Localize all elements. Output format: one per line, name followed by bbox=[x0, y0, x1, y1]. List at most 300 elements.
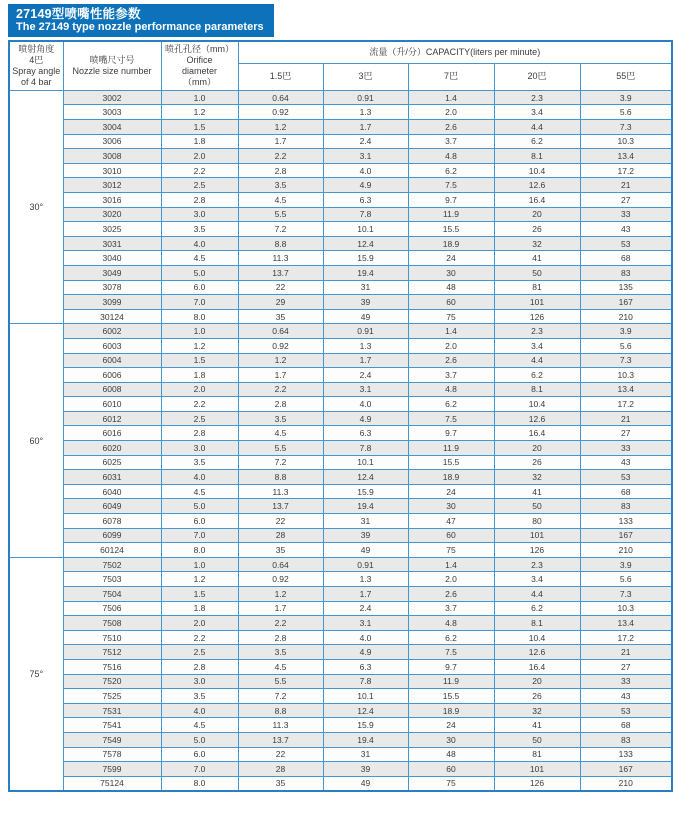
capacity-3bar-cell: 2.4 bbox=[323, 368, 408, 383]
orifice-diameter-cell: 4.5 bbox=[161, 484, 238, 499]
page-banner bbox=[8, 4, 274, 37]
capacity-1-5bar-cell: 35 bbox=[238, 309, 323, 324]
capacity-7bar-cell: 60 bbox=[408, 762, 494, 777]
capacity-3bar-cell: 39 bbox=[323, 528, 408, 543]
table-row bbox=[9, 265, 672, 280]
table-row bbox=[9, 90, 672, 105]
capacity-7bar-cell: 15.5 bbox=[408, 222, 494, 237]
orifice-diameter-cell: 1.0 bbox=[161, 324, 238, 339]
orifice-diameter-cell: 2.5 bbox=[161, 178, 238, 193]
capacity-7bar-cell: 1.4 bbox=[408, 557, 494, 572]
orifice-diameter-cell: 1.2 bbox=[161, 572, 238, 587]
capacity-1-5bar-cell: 22 bbox=[238, 514, 323, 529]
capacity-20bar-cell: 12.6 bbox=[494, 645, 580, 660]
capacity-7bar-cell: 24 bbox=[408, 484, 494, 499]
table-row bbox=[9, 703, 672, 718]
capacity-20bar-cell: 81 bbox=[494, 747, 580, 762]
capacity-20bar-cell: 2.3 bbox=[494, 324, 580, 339]
capacity-3bar-cell: 0.91 bbox=[323, 324, 408, 339]
capacity-20bar-cell: 3.4 bbox=[494, 105, 580, 120]
nozzle-size-cell: 6078 bbox=[63, 514, 161, 529]
capacity-1-5bar-cell: 7.2 bbox=[238, 455, 323, 470]
orifice-diameter-cell: 4.5 bbox=[161, 718, 238, 733]
nozzle-size-cell: 7549 bbox=[63, 732, 161, 747]
capacity-1-5bar-cell: 1.7 bbox=[238, 134, 323, 149]
nozzle-size-cell: 6010 bbox=[63, 397, 161, 412]
table-row bbox=[9, 645, 672, 660]
capacity-1-5bar-cell: 4.5 bbox=[238, 192, 323, 207]
capacity-1-5bar-cell: 13.7 bbox=[238, 499, 323, 514]
nozzle-size-cell: 3004 bbox=[63, 120, 161, 135]
capacity-1-5bar-cell: 13.7 bbox=[238, 732, 323, 747]
capacity-3bar-cell: 12.4 bbox=[323, 236, 408, 251]
capacity-1-5bar-cell: 0.92 bbox=[238, 338, 323, 353]
capacity-55bar-cell: 5.6 bbox=[580, 572, 672, 587]
capacity-20bar-cell: 12.6 bbox=[494, 411, 580, 426]
capacity-7bar-cell: 3.7 bbox=[408, 368, 494, 383]
capacity-20bar-cell: 26 bbox=[494, 455, 580, 470]
table-row bbox=[9, 192, 672, 207]
capacity-7bar-cell: 2.0 bbox=[408, 572, 494, 587]
table-row bbox=[9, 470, 672, 485]
nozzle-size-cell: 6008 bbox=[63, 382, 161, 397]
capacity-1-5bar-cell: 1.7 bbox=[238, 601, 323, 616]
capacity-55bar-cell: 33 bbox=[580, 207, 672, 222]
orifice-diameter-cell: 2.2 bbox=[161, 163, 238, 178]
header-nozzle-size-line: 喷嘴尺寸号 bbox=[89, 54, 135, 65]
capacity-7bar-cell: 47 bbox=[408, 514, 494, 529]
table-row bbox=[9, 309, 672, 324]
orifice-diameter-cell: 7.0 bbox=[161, 528, 238, 543]
capacity-55bar-cell: 5.6 bbox=[580, 338, 672, 353]
capacity-1-5bar-cell: 5.5 bbox=[238, 207, 323, 222]
capacity-1-5bar-cell: 8.8 bbox=[238, 236, 323, 251]
capacity-7bar-cell: 6.2 bbox=[408, 163, 494, 178]
capacity-55bar-cell: 27 bbox=[580, 659, 672, 674]
capacity-3bar-cell: 19.4 bbox=[323, 732, 408, 747]
orifice-diameter-cell: 3.0 bbox=[161, 674, 238, 689]
nozzle-size-cell: 3031 bbox=[63, 236, 161, 251]
table-body bbox=[9, 90, 672, 791]
orifice-diameter-cell: 6.0 bbox=[161, 514, 238, 529]
capacity-20bar-cell: 3.4 bbox=[494, 338, 580, 353]
banner-title-en: The 27149 type nozzle performance parameters bbox=[16, 21, 264, 33]
orifice-diameter-cell: 8.0 bbox=[161, 776, 238, 791]
table-row bbox=[9, 149, 672, 164]
table-row bbox=[9, 105, 672, 120]
nozzle-size-cell: 6003 bbox=[63, 338, 161, 353]
table-row bbox=[9, 528, 672, 543]
capacity-55bar-cell: 83 bbox=[580, 499, 672, 514]
nozzle-size-cell: 6040 bbox=[63, 484, 161, 499]
nozzle-size-cell: 3025 bbox=[63, 222, 161, 237]
capacity-3bar-cell: 15.9 bbox=[323, 718, 408, 733]
capacity-20bar-cell: 50 bbox=[494, 265, 580, 280]
table-row bbox=[9, 659, 672, 674]
header-spray-angle-line: 4巴 bbox=[29, 54, 44, 65]
nozzle-size-cell: 6025 bbox=[63, 455, 161, 470]
nozzle-size-cell: 6006 bbox=[63, 368, 161, 383]
capacity-20bar-cell: 101 bbox=[494, 528, 580, 543]
capacity-55bar-cell: 68 bbox=[580, 251, 672, 266]
table-row bbox=[9, 587, 672, 602]
capacity-1-5bar-cell: 35 bbox=[238, 776, 323, 791]
capacity-1-5bar-cell: 3.5 bbox=[238, 411, 323, 426]
orifice-diameter-cell: 3.5 bbox=[161, 222, 238, 237]
nozzle-size-cell: 3002 bbox=[63, 90, 161, 105]
capacity-3bar-cell: 1.7 bbox=[323, 120, 408, 135]
capacity-7bar-cell: 24 bbox=[408, 251, 494, 266]
spray-angle-cell: 75° bbox=[9, 557, 63, 791]
nozzle-size-cell: 7525 bbox=[63, 689, 161, 704]
capacity-1-5bar-cell: 1.7 bbox=[238, 368, 323, 383]
nozzle-size-cell: 6031 bbox=[63, 470, 161, 485]
table-header bbox=[9, 41, 672, 90]
table-row bbox=[9, 441, 672, 456]
table-row bbox=[9, 426, 672, 441]
nozzle-size-cell: 3099 bbox=[63, 295, 161, 310]
header-orifice-line: Orifice bbox=[186, 54, 213, 65]
capacity-1-5bar-cell: 11.3 bbox=[238, 718, 323, 733]
orifice-diameter-cell: 1.5 bbox=[161, 587, 238, 602]
capacity-20bar-cell: 16.4 bbox=[494, 192, 580, 207]
nozzle-size-cell: 7599 bbox=[63, 762, 161, 777]
table-row bbox=[9, 411, 672, 426]
nozzle-size-cell: 7508 bbox=[63, 616, 161, 631]
table-row bbox=[9, 747, 672, 762]
capacity-3bar-cell: 6.3 bbox=[323, 426, 408, 441]
orifice-diameter-cell: 1.8 bbox=[161, 601, 238, 616]
orifice-diameter-cell: 1.2 bbox=[161, 105, 238, 120]
capacity-3bar-cell: 4.9 bbox=[323, 645, 408, 660]
capacity-3bar-cell: 15.9 bbox=[323, 251, 408, 266]
table-row bbox=[9, 776, 672, 791]
capacity-3bar-cell: 1.7 bbox=[323, 353, 408, 368]
table-row bbox=[9, 718, 672, 733]
capacity-1-5bar-cell: 2.8 bbox=[238, 397, 323, 412]
capacity-55bar-cell: 68 bbox=[580, 718, 672, 733]
capacity-3bar-cell: 4.9 bbox=[323, 411, 408, 426]
orifice-diameter-cell: 5.0 bbox=[161, 265, 238, 280]
table-row bbox=[9, 178, 672, 193]
capacity-1-5bar-cell: 35 bbox=[238, 543, 323, 558]
nozzle-size-cell: 6049 bbox=[63, 499, 161, 514]
capacity-1-5bar-cell: 8.8 bbox=[238, 470, 323, 485]
nozzle-size-cell: 6004 bbox=[63, 353, 161, 368]
capacity-55bar-cell: 210 bbox=[580, 309, 672, 324]
nozzle-size-cell: 6002 bbox=[63, 324, 161, 339]
capacity-7bar-cell: 7.5 bbox=[408, 178, 494, 193]
orifice-diameter-cell: 8.0 bbox=[161, 309, 238, 324]
capacity-7bar-cell: 4.8 bbox=[408, 149, 494, 164]
table-row bbox=[9, 324, 672, 339]
capacity-20bar-cell: 16.4 bbox=[494, 426, 580, 441]
capacity-55bar-cell: 13.4 bbox=[580, 382, 672, 397]
orifice-diameter-cell: 1.0 bbox=[161, 557, 238, 572]
table-row bbox=[9, 251, 672, 266]
orifice-diameter-cell: 6.0 bbox=[161, 747, 238, 762]
capacity-20bar-cell: 8.1 bbox=[494, 382, 580, 397]
header-capacity: 流量（升/分）CAPACITY(liters per minute) bbox=[238, 41, 672, 63]
orifice-diameter-cell: 3.5 bbox=[161, 689, 238, 704]
orifice-diameter-cell: 2.8 bbox=[161, 192, 238, 207]
capacity-55bar-cell: 3.9 bbox=[580, 557, 672, 572]
capacity-55bar-cell: 210 bbox=[580, 543, 672, 558]
capacity-3bar-cell: 7.8 bbox=[323, 207, 408, 222]
capacity-7bar-cell: 2.6 bbox=[408, 353, 494, 368]
table-row bbox=[9, 338, 672, 353]
orifice-diameter-cell: 7.0 bbox=[161, 762, 238, 777]
table-row bbox=[9, 543, 672, 558]
capacity-3bar-cell: 1.3 bbox=[323, 105, 408, 120]
capacity-1-5bar-cell: 2.8 bbox=[238, 163, 323, 178]
capacity-1-5bar-cell: 13.7 bbox=[238, 265, 323, 280]
capacity-3bar-cell: 4.0 bbox=[323, 163, 408, 178]
orifice-diameter-cell: 2.8 bbox=[161, 659, 238, 674]
banner-title-zh: 27149型喷嘴性能参数 bbox=[16, 7, 141, 21]
capacity-3bar-cell: 12.4 bbox=[323, 703, 408, 718]
orifice-diameter-cell: 2.5 bbox=[161, 411, 238, 426]
nozzle-size-cell: 6099 bbox=[63, 528, 161, 543]
capacity-55bar-cell: 33 bbox=[580, 674, 672, 689]
table-row bbox=[9, 222, 672, 237]
capacity-1-5bar-cell: 0.64 bbox=[238, 557, 323, 572]
capacity-55bar-cell: 135 bbox=[580, 280, 672, 295]
table-row bbox=[9, 484, 672, 499]
nozzle-size-cell: 7512 bbox=[63, 645, 161, 660]
capacity-55bar-cell: 53 bbox=[580, 236, 672, 251]
table-row bbox=[9, 455, 672, 470]
capacity-55bar-cell: 133 bbox=[580, 747, 672, 762]
capacity-20bar-cell: 10.4 bbox=[494, 630, 580, 645]
capacity-55bar-cell: 3.9 bbox=[580, 90, 672, 105]
capacity-3bar-cell: 19.4 bbox=[323, 499, 408, 514]
capacity-20bar-cell: 8.1 bbox=[494, 616, 580, 631]
nozzle-size-cell: 7541 bbox=[63, 718, 161, 733]
table-row bbox=[9, 762, 672, 777]
header-orifice-line: diameter bbox=[181, 66, 217, 77]
orifice-diameter-cell: 4.0 bbox=[161, 236, 238, 251]
orifice-diameter-cell: 1.5 bbox=[161, 353, 238, 368]
capacity-1-5bar-cell: 5.5 bbox=[238, 674, 323, 689]
capacity-20bar-cell: 6.2 bbox=[494, 368, 580, 383]
capacity-20bar-cell: 20 bbox=[494, 441, 580, 456]
capacity-20bar-cell: 101 bbox=[494, 295, 580, 310]
capacity-1-5bar-cell: 4.5 bbox=[238, 659, 323, 674]
table-row bbox=[9, 353, 672, 368]
capacity-1-5bar-cell: 7.2 bbox=[238, 689, 323, 704]
capacity-3bar-cell: 0.91 bbox=[323, 90, 408, 105]
capacity-3bar-cell: 49 bbox=[323, 543, 408, 558]
orifice-diameter-cell: 1.2 bbox=[161, 338, 238, 353]
nozzle-size-cell: 3049 bbox=[63, 265, 161, 280]
header-orifice-line: 喷孔孔径（mm） bbox=[165, 43, 234, 54]
capacity-20bar-cell: 8.1 bbox=[494, 149, 580, 164]
nozzle-size-cell: 7578 bbox=[63, 747, 161, 762]
capacity-55bar-cell: 10.3 bbox=[580, 368, 672, 383]
capacity-20bar-cell: 32 bbox=[494, 470, 580, 485]
capacity-20bar-cell: 41 bbox=[494, 251, 580, 266]
orifice-diameter-cell: 4.0 bbox=[161, 703, 238, 718]
capacity-20bar-cell: 3.4 bbox=[494, 572, 580, 587]
nozzle-size-cell: 60124 bbox=[63, 543, 161, 558]
capacity-7bar-cell: 60 bbox=[408, 295, 494, 310]
capacity-1-5bar-cell: 0.92 bbox=[238, 572, 323, 587]
capacity-1-5bar-cell: 1.2 bbox=[238, 353, 323, 368]
nozzle-size-cell: 75124 bbox=[63, 776, 161, 791]
table-row bbox=[9, 134, 672, 149]
orifice-diameter-cell: 1.0 bbox=[161, 90, 238, 105]
capacity-20bar-cell: 126 bbox=[494, 309, 580, 324]
capacity-1-5bar-cell: 0.64 bbox=[238, 324, 323, 339]
capacity-55bar-cell: 7.3 bbox=[580, 587, 672, 602]
nozzle-size-cell: 7520 bbox=[63, 674, 161, 689]
capacity-55bar-cell: 21 bbox=[580, 178, 672, 193]
capacity-3bar-cell: 3.1 bbox=[323, 382, 408, 397]
orifice-diameter-cell: 8.0 bbox=[161, 543, 238, 558]
orifice-diameter-cell: 2.5 bbox=[161, 645, 238, 660]
header-orifice-line: （mm） bbox=[183, 77, 216, 88]
capacity-7bar-cell: 9.7 bbox=[408, 659, 494, 674]
capacity-3bar-cell: 49 bbox=[323, 776, 408, 791]
capacity-1-5bar-cell: 28 bbox=[238, 762, 323, 777]
table-row bbox=[9, 236, 672, 251]
capacity-7bar-cell: 4.8 bbox=[408, 616, 494, 631]
capacity-3bar-cell: 31 bbox=[323, 514, 408, 529]
capacity-7bar-cell: 6.2 bbox=[408, 397, 494, 412]
nozzle-size-cell: 3006 bbox=[63, 134, 161, 149]
capacity-1-5bar-cell: 0.92 bbox=[238, 105, 323, 120]
nozzle-size-cell: 3012 bbox=[63, 178, 161, 193]
nozzle-size-cell: 3016 bbox=[63, 192, 161, 207]
capacity-20bar-cell: 41 bbox=[494, 718, 580, 733]
capacity-20bar-cell: 80 bbox=[494, 514, 580, 529]
capacity-55bar-cell: 133 bbox=[580, 514, 672, 529]
capacity-3bar-cell: 3.1 bbox=[323, 149, 408, 164]
nozzle-size-cell: 6020 bbox=[63, 441, 161, 456]
capacity-7bar-cell: 3.7 bbox=[408, 134, 494, 149]
capacity-1-5bar-cell: 5.5 bbox=[238, 441, 323, 456]
capacity-55bar-cell: 27 bbox=[580, 192, 672, 207]
capacity-20bar-cell: 50 bbox=[494, 732, 580, 747]
capacity-55bar-cell: 68 bbox=[580, 484, 672, 499]
capacity-3bar-cell: 2.4 bbox=[323, 601, 408, 616]
capacity-20bar-cell: 126 bbox=[494, 776, 580, 791]
capacity-7bar-cell: 3.7 bbox=[408, 601, 494, 616]
nozzle-size-cell: 6016 bbox=[63, 426, 161, 441]
capacity-7bar-cell: 75 bbox=[408, 776, 494, 791]
capacity-7bar-cell: 30 bbox=[408, 732, 494, 747]
capacity-7bar-cell: 18.9 bbox=[408, 236, 494, 251]
nozzle-size-cell: 7502 bbox=[63, 557, 161, 572]
header-spray-angle-line: 喷射角度 bbox=[18, 43, 55, 54]
capacity-20bar-cell: 20 bbox=[494, 207, 580, 222]
nozzle-size-cell: 3003 bbox=[63, 105, 161, 120]
capacity-7bar-cell: 60 bbox=[408, 528, 494, 543]
nozzle-size-cell: 6012 bbox=[63, 411, 161, 426]
capacity-20bar-cell: 101 bbox=[494, 762, 580, 777]
capacity-55bar-cell: 43 bbox=[580, 455, 672, 470]
table-row bbox=[9, 572, 672, 587]
orifice-diameter-cell: 2.0 bbox=[161, 382, 238, 397]
orifice-diameter-cell: 5.0 bbox=[161, 732, 238, 747]
nozzle-size-cell: 7510 bbox=[63, 630, 161, 645]
capacity-55bar-cell: 5.6 bbox=[580, 105, 672, 120]
capacity-1-5bar-cell: 11.3 bbox=[238, 484, 323, 499]
capacity-7bar-cell: 75 bbox=[408, 543, 494, 558]
capacity-55bar-cell: 53 bbox=[580, 703, 672, 718]
table-row bbox=[9, 163, 672, 178]
orifice-diameter-cell: 1.5 bbox=[161, 120, 238, 135]
capacity-1-5bar-cell: 4.5 bbox=[238, 426, 323, 441]
capacity-55bar-cell: 21 bbox=[580, 411, 672, 426]
capacity-3bar-cell: 10.1 bbox=[323, 455, 408, 470]
capacity-1-5bar-cell: 3.5 bbox=[238, 178, 323, 193]
table-row bbox=[9, 601, 672, 616]
capacity-1-5bar-cell: 2.2 bbox=[238, 382, 323, 397]
capacity-20bar-cell: 4.4 bbox=[494, 587, 580, 602]
orifice-diameter-cell: 2.2 bbox=[161, 630, 238, 645]
capacity-1-5bar-cell: 2.2 bbox=[238, 616, 323, 631]
capacity-55bar-cell: 7.3 bbox=[580, 353, 672, 368]
capacity-7bar-cell: 18.9 bbox=[408, 703, 494, 718]
capacity-7bar-cell: 30 bbox=[408, 265, 494, 280]
capacity-20bar-cell: 6.2 bbox=[494, 601, 580, 616]
capacity-1-5bar-cell: 1.2 bbox=[238, 120, 323, 135]
orifice-diameter-cell: 2.0 bbox=[161, 616, 238, 631]
orifice-diameter-cell: 7.0 bbox=[161, 295, 238, 310]
nozzle-size-cell: 3040 bbox=[63, 251, 161, 266]
capacity-20bar-cell: 12.6 bbox=[494, 178, 580, 193]
capacity-20bar-cell: 20 bbox=[494, 674, 580, 689]
nozzle-size-cell: 3010 bbox=[63, 163, 161, 178]
table-row bbox=[9, 689, 672, 704]
nozzle-size-cell: 7504 bbox=[63, 587, 161, 602]
capacity-7bar-cell: 11.9 bbox=[408, 207, 494, 222]
header-orifice-diameter bbox=[161, 41, 238, 90]
header-pressure-3bar: 3巴 bbox=[323, 63, 408, 90]
capacity-55bar-cell: 83 bbox=[580, 265, 672, 280]
orifice-diameter-cell: 3.5 bbox=[161, 455, 238, 470]
capacity-7bar-cell: 2.0 bbox=[408, 338, 494, 353]
orifice-diameter-cell: 2.8 bbox=[161, 426, 238, 441]
capacity-3bar-cell: 10.1 bbox=[323, 222, 408, 237]
capacity-55bar-cell: 10.3 bbox=[580, 134, 672, 149]
capacity-1-5bar-cell: 3.5 bbox=[238, 645, 323, 660]
capacity-55bar-cell: 13.4 bbox=[580, 616, 672, 631]
header-spray-angle-line: Spray angle bbox=[12, 66, 61, 77]
table-row bbox=[9, 732, 672, 747]
table-row bbox=[9, 514, 672, 529]
table-row bbox=[9, 630, 672, 645]
header-nozzle-size bbox=[63, 41, 161, 90]
capacity-7bar-cell: 7.5 bbox=[408, 411, 494, 426]
capacity-3bar-cell: 4.0 bbox=[323, 630, 408, 645]
capacity-7bar-cell: 11.9 bbox=[408, 674, 494, 689]
capacity-7bar-cell: 1.4 bbox=[408, 324, 494, 339]
capacity-20bar-cell: 81 bbox=[494, 280, 580, 295]
orifice-diameter-cell: 5.0 bbox=[161, 499, 238, 514]
capacity-3bar-cell: 6.3 bbox=[323, 192, 408, 207]
orifice-diameter-cell: 3.0 bbox=[161, 441, 238, 456]
capacity-1-5bar-cell: 22 bbox=[238, 280, 323, 295]
capacity-1-5bar-cell: 2.8 bbox=[238, 630, 323, 645]
capacity-7bar-cell: 9.7 bbox=[408, 426, 494, 441]
table-row bbox=[9, 616, 672, 631]
capacity-7bar-cell: 48 bbox=[408, 747, 494, 762]
capacity-3bar-cell: 19.4 bbox=[323, 265, 408, 280]
capacity-7bar-cell: 4.8 bbox=[408, 382, 494, 397]
